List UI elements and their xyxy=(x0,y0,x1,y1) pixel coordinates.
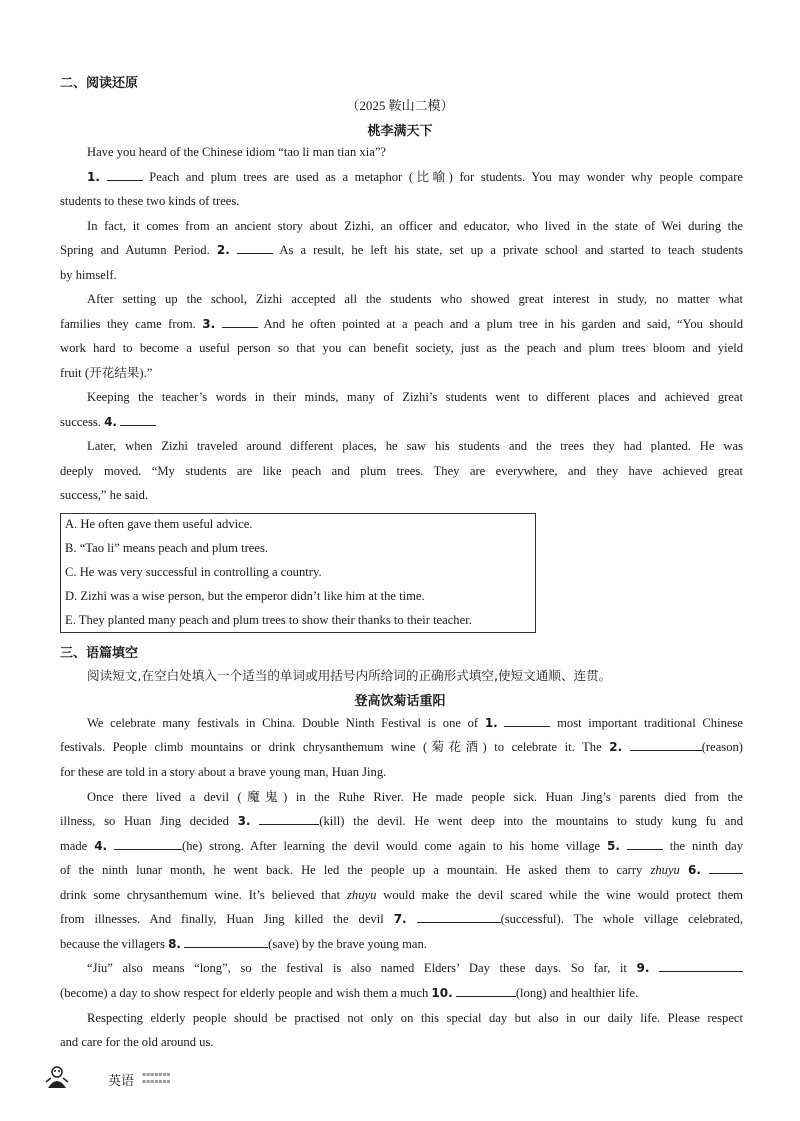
paragraph-line: drink some chrysanthemum wine. It’s believed that zhuyu would make the devil scared while the wine would protect them xyxy=(60,888,743,902)
answer-blank-3[interactable] xyxy=(222,315,258,328)
option-b: B. “Tao li” means peach and plum trees. xyxy=(65,541,268,555)
option-a: A. He often gave them useful advice. xyxy=(65,517,253,531)
paragraph-line: families they came from. 3. And he often pointed at a peach and a plum tree in his garden and said, “You should xyxy=(60,317,744,331)
options-box xyxy=(60,513,536,633)
cloze-blank-1[interactable] xyxy=(504,714,550,727)
paragraph-line: because the villagers 8. (save) by the brave young man. xyxy=(60,937,427,951)
paragraph-line: festivals. People climb mountains or drink chrysanthemum wine (菊花酒) to celebrate it. The 2. (reason) xyxy=(60,740,743,754)
cloze-blank-9[interactable] xyxy=(659,959,743,972)
paragraph-line: deeply moved. “My students are like peach and plum trees. They are everywhere, and they have achieved great xyxy=(60,464,743,478)
answer-blank-4[interactable] xyxy=(120,413,156,426)
cloze-blank-10[interactable] xyxy=(456,984,516,997)
paragraph-line: for these are told in a story about a brave young man, Huan Jing. xyxy=(60,765,387,779)
paragraph-line: 1. Peach and plum trees are used as a metaphor (比喻) for students. You may wonder why people compare xyxy=(87,170,744,184)
paragraph-line: In fact, it comes from an ancient story about Zizhi, an officer and educator, who lived in the state of Wei during the xyxy=(87,219,743,233)
paragraph-line: (become) a day to show respect for elderly people and wish them a much 10. (long) and healthier life. xyxy=(60,986,639,1000)
paragraph-line: Later, when Zizhi traveled around different places, he saw his students and the trees they had planted. He was xyxy=(87,439,743,453)
answer-blank-2[interactable] xyxy=(237,241,273,254)
option-e: E. They planted many peach and plum trees to show their thanks to their teacher. xyxy=(65,613,472,627)
cloze-blank-3[interactable] xyxy=(259,812,319,825)
cloze-blank-7[interactable] xyxy=(417,910,501,923)
cloze-instruction: 阅读短文,在空白处填入一个适当的单词或用括号内所给词的正确形式填空,使短文通顺、连贯。 xyxy=(87,668,612,683)
paragraph-line: students to these two kinds of trees. xyxy=(60,194,240,208)
option-c: C. He was very successful in controlling a country. xyxy=(65,565,322,579)
cloze-blank-2[interactable] xyxy=(630,738,702,751)
paragraph-line: made 4. (he) strong. After learning the devil would come again to his home village 5. the ninth day xyxy=(60,839,744,853)
paragraph-line: fruit (开花结果).” xyxy=(60,366,153,380)
paragraph-line: illness, so Huan Jing decided 3. (kill) the devil. He went deep into the mountains to study kung fu and xyxy=(60,814,743,828)
cloze-blank-6[interactable] xyxy=(709,861,743,874)
paragraph-line: from illnesses. And finally, Huan Jing killed the devil 7. (successful). The whole village celebrated, xyxy=(60,912,743,926)
paragraph-line: Spring and Autumn Period. 2. As a result, he left his state, set up a private school and started to teach students xyxy=(60,243,743,257)
paragraph-line: After setting up the school, Zizhi accepted all the students who showed great interest in study, no matter what xyxy=(87,292,743,306)
passage-source: （2025 鞍山二模） xyxy=(346,98,454,113)
option-d: D. Zizhi was a wise person, but the emperor didn’t like him at the time. xyxy=(65,589,425,603)
cloze-blank-8[interactable] xyxy=(184,935,268,948)
paragraph-line: Have you heard of the Chinese idiom “tao li man tian xia”? xyxy=(87,145,387,159)
paragraph-line: Keeping the teacher’s words in their minds, many of Zizhi’s students went to different places and achieved great xyxy=(87,390,743,404)
paragraph-line: “Jiu” also means “long”, so the festival is also named Elders’ Day these days. So far, it 9. xyxy=(87,956,743,981)
answer-blank-1[interactable] xyxy=(107,168,143,181)
paragraph-line: work hard to become a useful person so that you can benefit society, just as the peach and plum trees bloom and yield xyxy=(60,341,743,355)
paragraph-line: Respecting elderly people should be practised not only on this special day but also in our daily life. Please respect xyxy=(87,1011,743,1025)
cloze-blank-4[interactable] xyxy=(114,837,182,850)
paragraph-line: success,” he said. xyxy=(60,488,149,502)
paragraph-line: Once there lived a devil (魔鬼) in the Ruhe River. He made people sick. Huan Jing’s parents died from the xyxy=(87,790,743,804)
footer-fine-print-decoration: ▪▪▪▪▪▪▪ ▪▪▪▪▪▪▪ xyxy=(142,1071,171,1085)
paragraph-line: success. 4. xyxy=(60,410,743,435)
passage-title: 桃李满天下 xyxy=(367,124,433,139)
paragraph-line: We celebrate many festivals in China. Double Ninth Festival is one of 1. most important traditional Chinese xyxy=(87,716,743,730)
paragraph-line: and care for the old around us. xyxy=(60,1035,214,1049)
cloze-blank-5[interactable] xyxy=(627,837,663,850)
footer-subject: 英语 xyxy=(108,1074,135,1089)
mascot-logo-icon xyxy=(44,1064,70,1090)
paragraph-line: of the ninth lunar month, he went back. He led the people up a mountain. He asked them to carry zhuyu 6. xyxy=(60,858,743,883)
cloze-title: 登高饮菊话重阳 xyxy=(354,694,446,709)
paragraph-line: by himself. xyxy=(60,268,117,282)
section-heading-reading: 二、阅读还原 xyxy=(60,76,139,91)
section-heading-cloze: 三、语篇填空 xyxy=(60,646,139,661)
